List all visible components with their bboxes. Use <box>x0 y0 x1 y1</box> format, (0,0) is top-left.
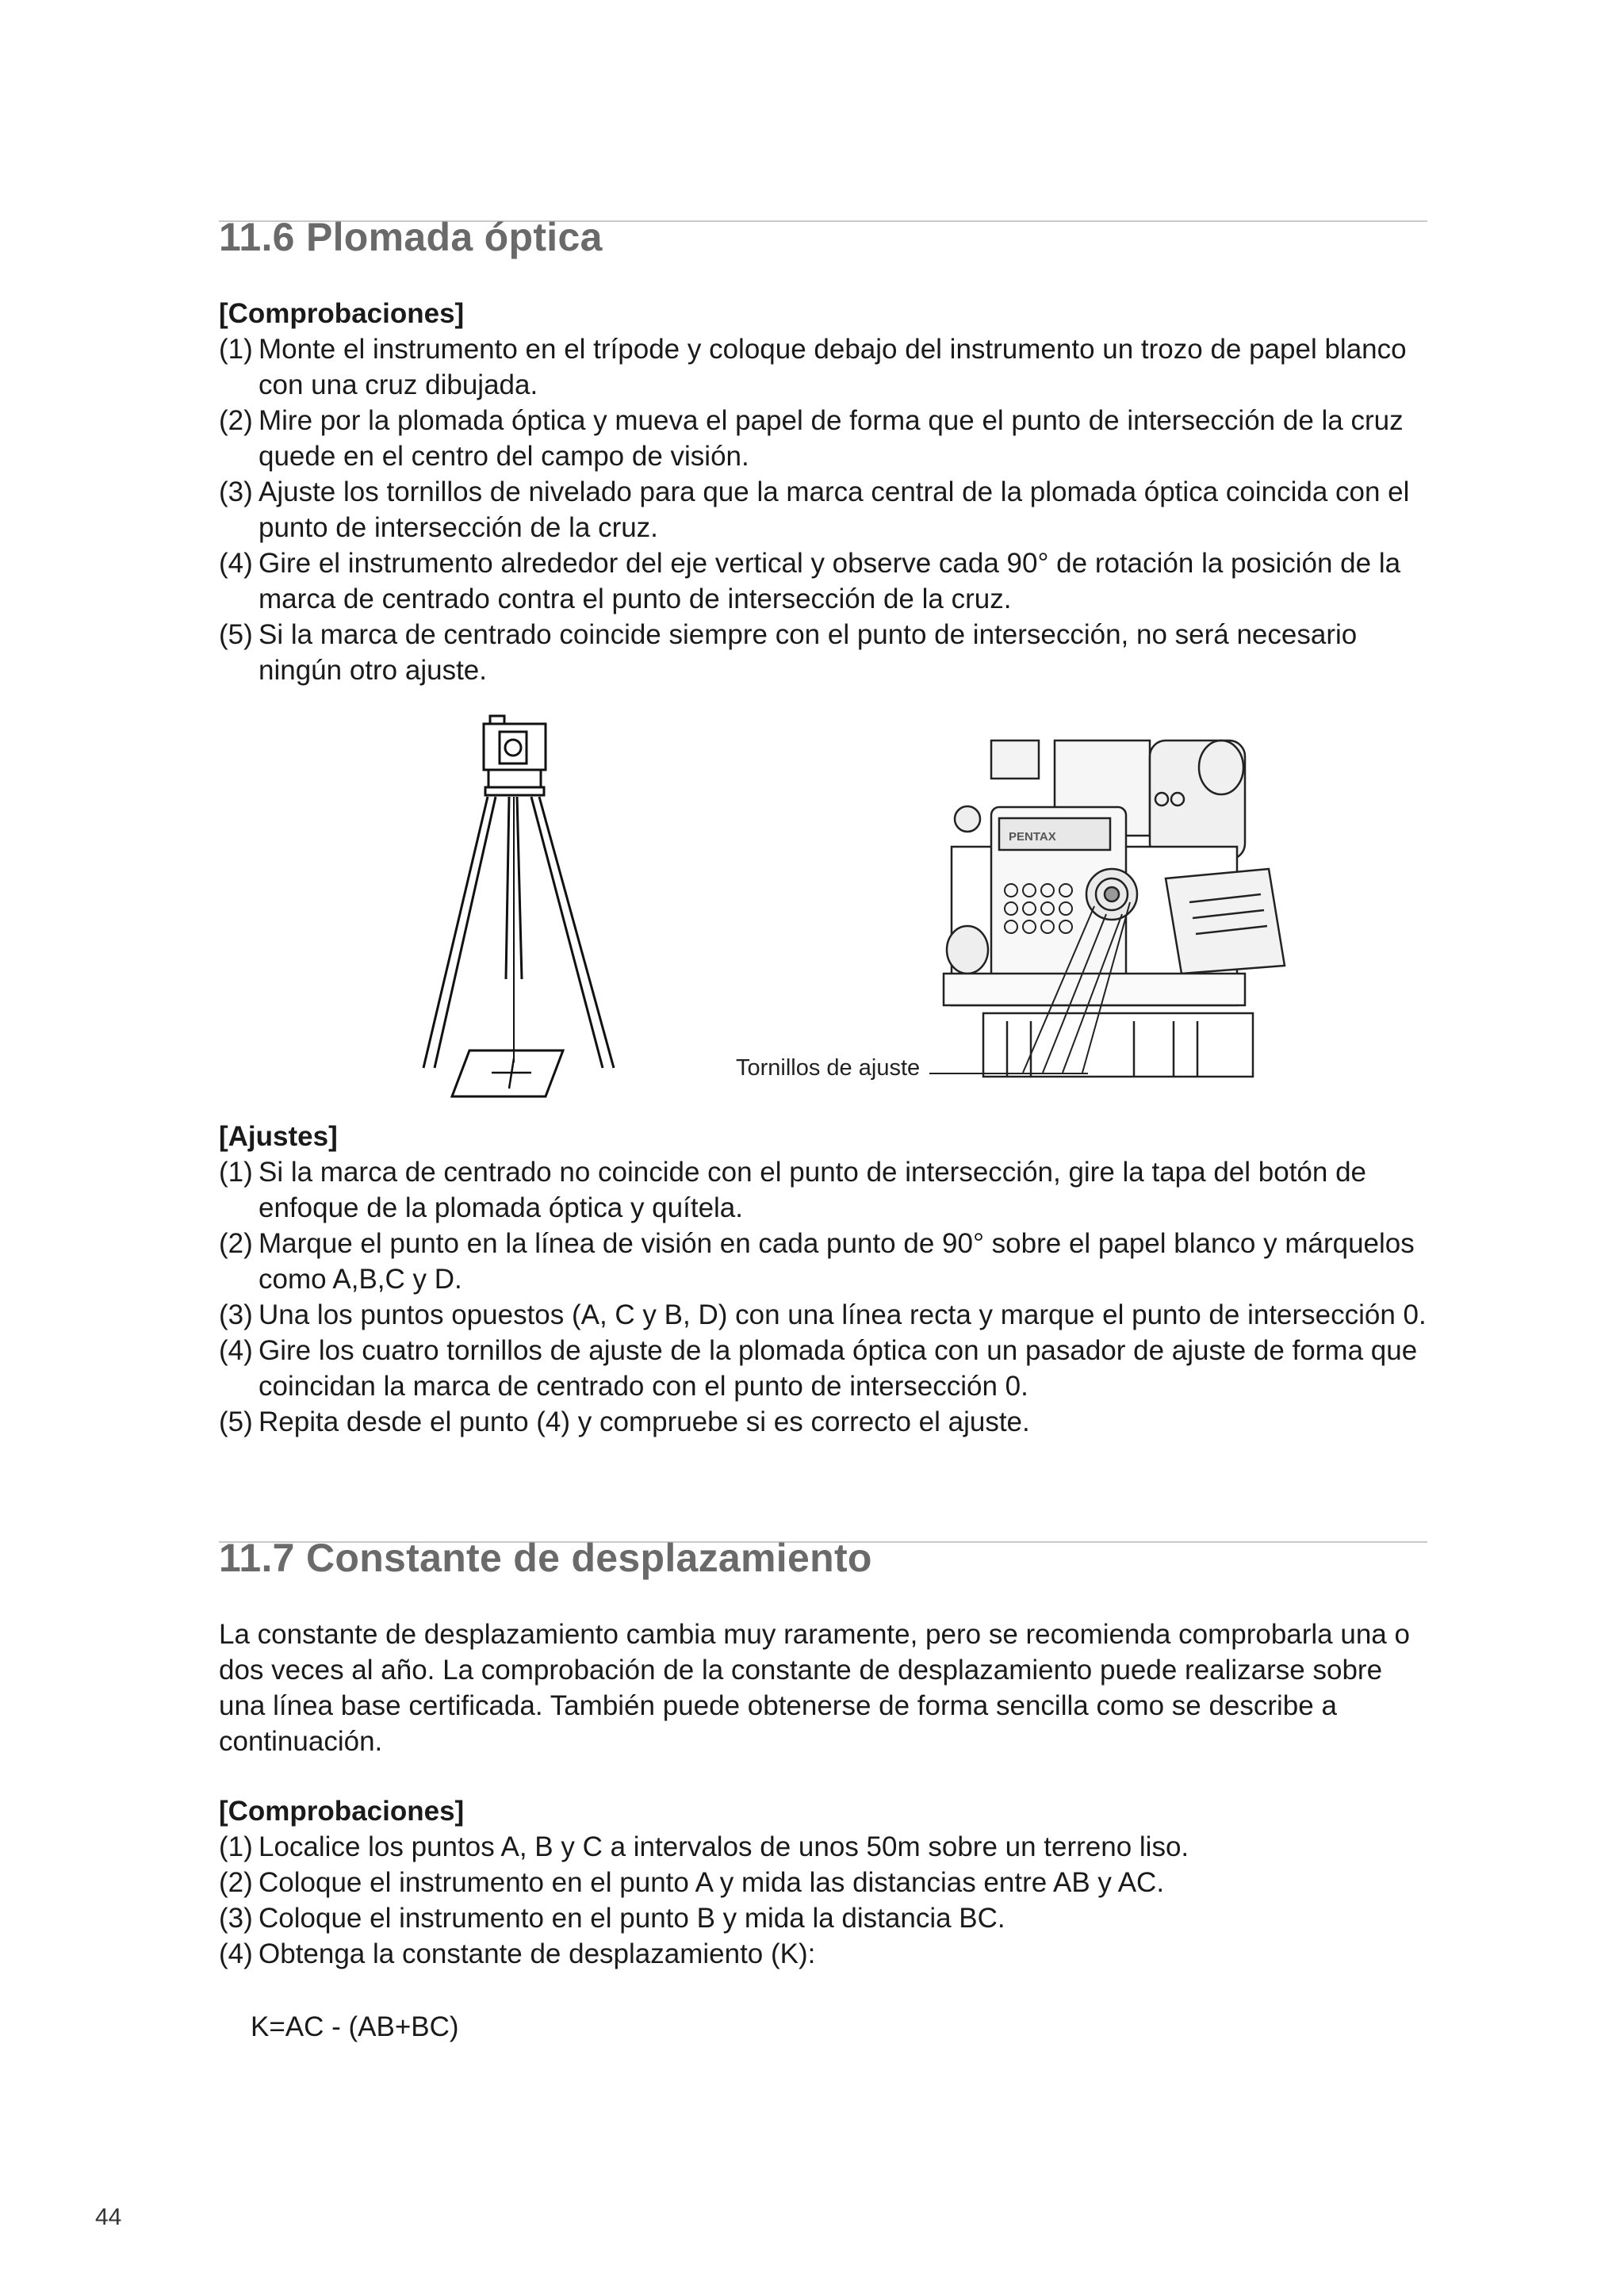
list-item: (1) Localice los puntos A, B y C a intervalos de unos 50m sobre un terreno liso. <box>219 1831 1189 1862</box>
list-item: (4) Gire el instrumento alrededor del eje vertical y observe cada 90° de rotación la posición de la marca de centrado contra el punto de intersección de la cruz. <box>219 548 1401 614</box>
adjust-heading: [Ajustes] <box>219 1121 338 1152</box>
list-item: (3) Una los puntos opuestos (A, C y B, D) con una línea recta y marque el punto de intersección 0. <box>219 1299 1427 1330</box>
constante-checks <box>219 1793 1427 1972</box>
list-item: (4) Gire los cuatro tornillos de ajuste de la plomada óptica con un pasador de ajuste de forma que coincidan la marca de centrado con el punto de intersección 0. <box>219 1335 1418 1402</box>
list-item: (4) Obtenga la constante de desplazamiento (K): <box>219 1938 816 1969</box>
list-item: (5) Repita desde el punto (4) y compruebe si es correcto el ajuste. <box>219 1406 1030 1437</box>
checks-list <box>219 331 1427 688</box>
adjust-list <box>219 1154 1427 1440</box>
intro-paragraph: La constante de desplazamiento cambia muy raramente, pero se recomienda comprobarla una o dos veces al año. La comprobación de la constante de desplazamiento puede realizarse sobre una línea base certificada. También puede obtenerse de forma sencilla como se describe a continuación. <box>219 1619 1410 1757</box>
constante-intro <box>219 1617 1427 1759</box>
plummet-detail-illustration <box>936 736 1300 1085</box>
caption-leader-line <box>929 1073 1088 1074</box>
list-item: (1) Monte el instrumento en el trípode y coloque debajo del instrumento un trozo de papel blanco con una cruz dibujada. <box>219 334 1407 400</box>
list-item: (3) Ajuste los tornillos de nivelado para que la marca central de la plomada óptica coincida con el punto de intersección de la cruz. <box>219 476 1410 543</box>
page-number: 44 <box>95 2204 122 2230</box>
tripod-illustration <box>412 710 619 1106</box>
checks-list <box>219 1829 1427 1972</box>
figure-caption: Tornillos de ajuste <box>736 1055 921 1081</box>
list-item: (1) Si la marca de centrado no coincide con el punto de intersección, gire la tapa del botón de enfoque de la plomada óptica y quítela. <box>219 1157 1367 1223</box>
plomada-adjustments <box>219 1119 1427 1440</box>
plomada-checks <box>219 296 1427 688</box>
list-item: (3) Coloque el instrumento en el punto B y mida la distancia BC. <box>219 1903 1005 1934</box>
list-item: (5) Si la marca de centrado coincide siempre con el punto de intersección, no será necesario ningún otro ajuste. <box>219 619 1358 686</box>
section-title-constante: 11.7 Constante de desplazamiento <box>219 1536 872 1580</box>
list-item: (2) Marque el punto en la línea de visión en cada punto de 90° sobre el papel blanco y márquelos como A,B,C y D. <box>219 1228 1415 1295</box>
list-item: (2) Mire por la plomada óptica y mueva el papel de forma que el punto de intersección de la cruz quede en el centro del campo de visión. <box>219 405 1404 472</box>
checks-heading: [Comprobaciones] <box>219 1796 465 1827</box>
formula: K=AC - (AB+BC) <box>251 2011 459 2042</box>
instrument-brand: PENTAX <box>1009 830 1056 844</box>
checks-heading: [Comprobaciones] <box>219 298 465 329</box>
section-title-plomada: 11.6 Plomada óptica <box>219 215 603 259</box>
list-item: (2) Coloque el instrumento en el punto A y mida las distancias entre AB y AC. <box>219 1867 1165 1898</box>
